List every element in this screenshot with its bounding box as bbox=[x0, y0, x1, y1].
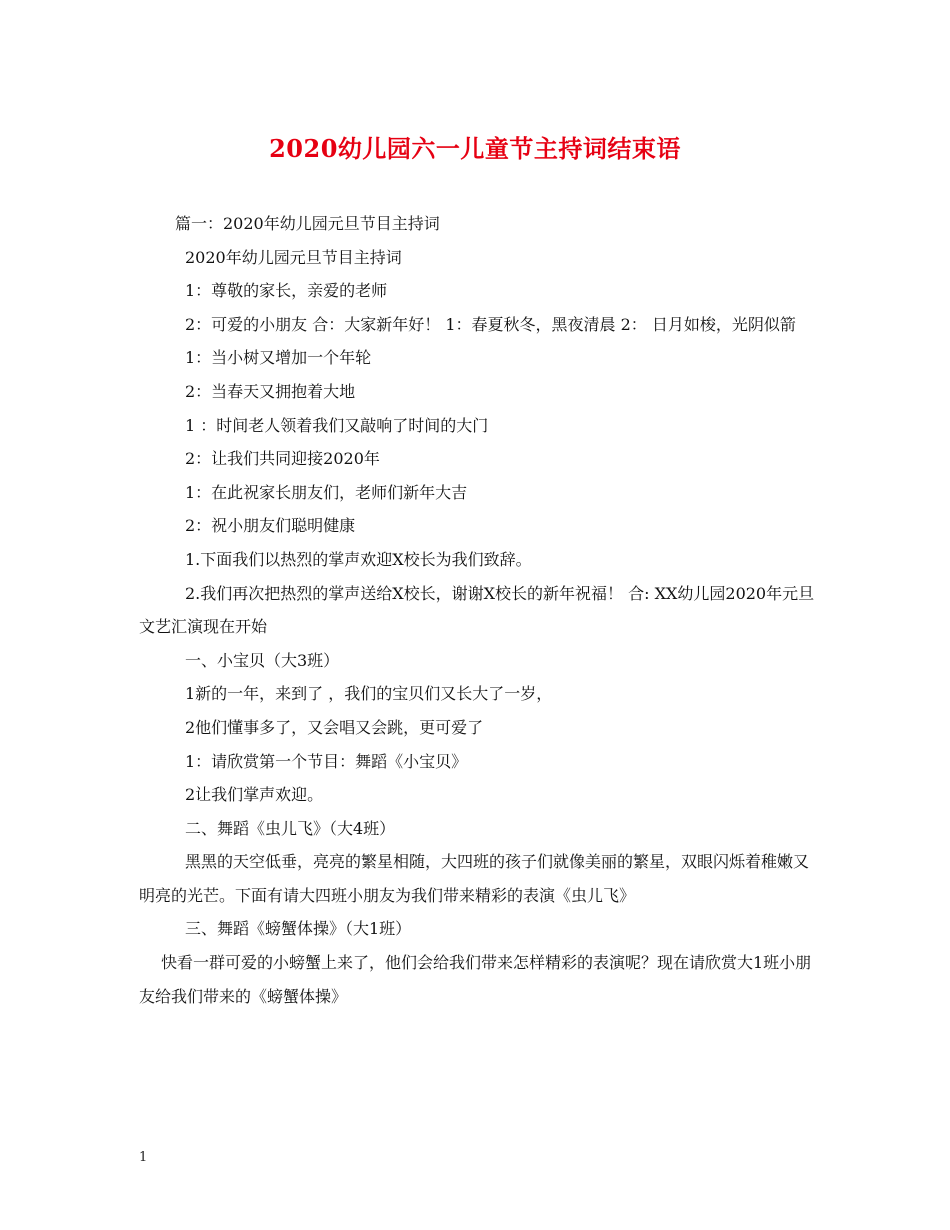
paragraph-line: 1新的一年，来到了 ，我们的宝贝们又长大了一岁， bbox=[185, 684, 553, 704]
paragraph-line: 2他们懂事多了，又会唱又会跳，更可爱了 bbox=[185, 717, 484, 737]
paragraph-program-heading: 三、舞蹈《螃蟹体操》（大1班） bbox=[185, 919, 412, 939]
paragraph-line: 1：在此祝家长朋友们，老师们新年大吉 bbox=[185, 482, 468, 502]
paragraph-narration: 快看一群可爱的小螃蟹上来了，他们会给我们带来怎样精彩的表演呢？现在请欣赏大1班小朋友给我们带来的《螃蟹体操》 bbox=[139, 953, 812, 1006]
paragraph-line: 1：尊敬的家长，亲爱的老师 bbox=[185, 281, 388, 301]
paragraph-narration: 黑黑的天空低垂，亮亮的繁星相随，大四班的孩子们就像美丽的繁星，双眼闪烁着稚嫩又明亮的光芒。下面有请大四班小朋友为我们带来精彩的表演《虫儿飞》 bbox=[139, 852, 810, 905]
paragraph-section-heading: 篇一：2020年幼儿园元旦节目主持词 bbox=[175, 214, 440, 233]
paragraph-subtitle: 2020年幼儿园元旦节目主持词 bbox=[185, 247, 402, 267]
document-body bbox=[139, 207, 819, 1013]
paragraph-line: 1 ：时间老人领着我们又敲响了时间的大门 bbox=[185, 415, 489, 435]
paragraph-line: 2：让我们共同迎接2020年 bbox=[185, 449, 380, 469]
paragraph-line: 2让我们掌声欢迎。 bbox=[185, 785, 324, 805]
document-title: 2020幼儿园六一儿童节主持词结束语 bbox=[269, 134, 681, 163]
paragraph-line: 1：当小树又增加一个年轮 bbox=[185, 348, 372, 368]
paragraph-line: 2：祝小朋友们聪明健康 bbox=[185, 516, 356, 536]
paragraph-program-heading: 一、小宝贝（大3班） bbox=[185, 650, 340, 670]
paragraph-line: 1：请欣赏第一个节目：舞蹈《小宝贝》 bbox=[185, 751, 468, 771]
paragraph-line: 2.我们再次把热烈的掌声送给X校长，谢谢X校长的新年祝福！ 合: XX幼儿园2020年元旦文艺汇演现在开始 bbox=[139, 583, 815, 637]
page-number: 1 bbox=[139, 1150, 148, 1165]
paragraph-line: 2：当春天又拥抱着大地 bbox=[185, 381, 356, 401]
paragraph-line: 2：可爱的小朋友 合：大家新年好！ 1：春夏秋冬，黑夜清晨 2： 日月如梭，光阴似箭 bbox=[185, 314, 796, 334]
paragraph-program-heading: 二、舞蹈《虫儿飞》（大4班） bbox=[185, 818, 396, 838]
paragraph-line: 1.下面我们以热烈的掌声欢迎X校长为我们致辞。 bbox=[185, 549, 532, 569]
